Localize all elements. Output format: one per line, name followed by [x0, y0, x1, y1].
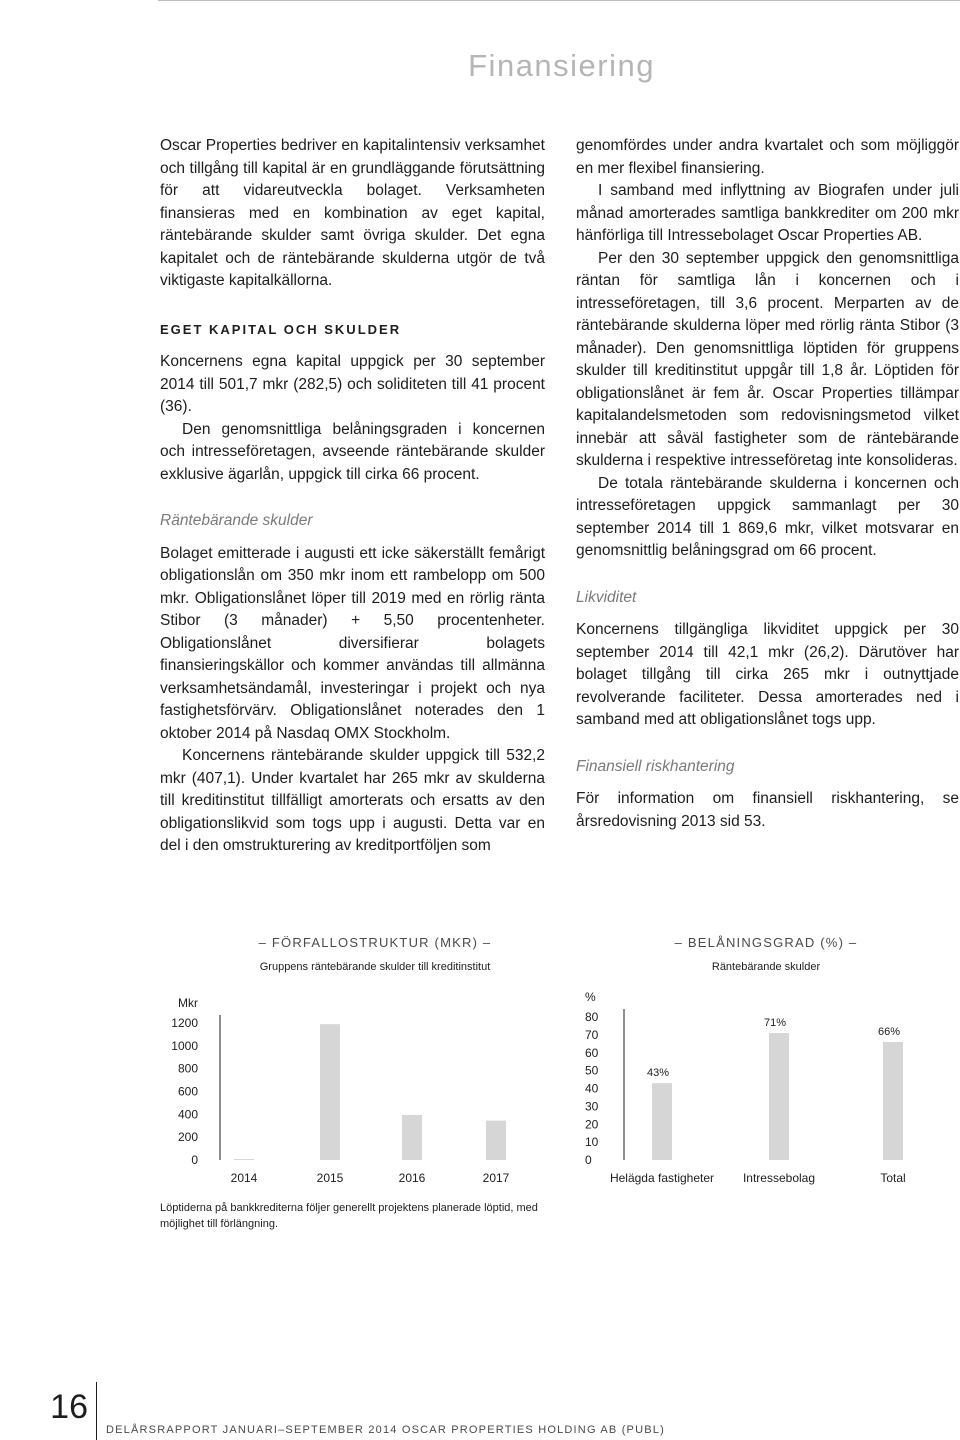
y-tick-label: 70	[585, 1027, 599, 1042]
page-title: Finansiering	[468, 48, 655, 83]
y-tick-label: 0	[191, 1153, 198, 1167]
y-tick-label: 800	[177, 1061, 198, 1076]
x-tick-label: Total	[880, 1171, 906, 1185]
y-tick-label: 50	[585, 1063, 599, 1078]
paragraph: I samband med inflyttning av Biografen under juli månad amorterades samtliga bankkrediter om 200 mkr hänförliga till Intressebolaget Oscar Properties AB.	[576, 182, 959, 244]
bar	[320, 1024, 340, 1160]
x-tick-label: 2014	[230, 1171, 258, 1185]
chart2-subtitle: Räntebärande skulder	[711, 961, 821, 973]
paragraph: Den genomsnittliga belåningsgraden i koncernen och intresseföretagen, avseende räntebärande skulder exklusive ägarlån, uppgick till cirka 66 procent.	[160, 420, 545, 483]
paragraph: genomfördes under andra kvartalet och som möjliggör en mer flexibel finansiering.	[576, 137, 959, 177]
chart1-subtitle: Gruppens räntebärande skulder till kreditinstitut	[259, 961, 491, 973]
paragraph: Koncernens tillgängliga likviditet uppgick per 30 september 2014 till 42,1 mkr (26,2). Därutöver har bolaget tillgång till cirka 265 mkr i outnyttjade revolverande faciliteter. Dessa amorterades ned i samband med att obligationslånet togs upp.	[576, 621, 959, 728]
paragraph: För information om finansiell riskhantering, se årsredovisning 2013 sid 53.	[576, 790, 959, 830]
paragraph: Per den 30 september uppgick den genomsnittliga räntan för samtliga lån i koncernen och i intresseföretagen, till 3,6 procent. Merparten av de räntebärande skulderna löper med rörlig ränta Stibor (3 månader). Den genomsnittliga löptiden för gruppens skulder till kreditinstitut uppgår till 1,8 år. Löptiden för obligationslånet är fem år. Oscar Properties tillämpar kapitalandelsmetoden som redovisningsmetod vilket innebär att såväl fastigheter som de räntebärande skulderna i respektive intresseföretag inte konsolideras.	[576, 249, 959, 469]
paragraph: De totala räntebärande skulderna i koncernen och intresseföretagen uppgick sammanlagt per 30 september 2014 till 1 869,6 mkr, vilket motsvarar en genomsnittlig belåningsgrad om 66 procent.	[576, 474, 959, 559]
text-column-left	[160, 135, 545, 858]
chart2-title: – BELÅNINGSGRAD (%) –	[674, 935, 858, 950]
y-tick-label: 10	[585, 1135, 599, 1150]
data-label: 66%	[877, 1026, 901, 1039]
x-tick-label: 2016	[398, 1171, 426, 1185]
intro-paragraph: Oscar Properties bedriver en kapitalintensiv verksamhet och tillgång till kapital är en grundläggande förutsättning för att vidareutveckla bolaget. Verksamheten finansieras med en kombination av eget kapital, räntebärande skulder samt övriga skulder. Det egna kapitalet och de räntebärande skulderna utgör de två viktigaste kapitalkällorna.	[160, 137, 545, 289]
y-tick-label: 30	[585, 1099, 599, 1114]
bar	[883, 1042, 903, 1160]
y-tick-label: 1200	[171, 1016, 198, 1030]
data-label: 71%	[763, 1017, 787, 1030]
footer-text: DELÅRSRAPPORT JANUARI–SEPTEMBER 2014 OSCAR PROPERTIES HOLDING AB (PUBL)	[106, 1424, 665, 1436]
bar	[234, 1159, 254, 1160]
page-number: 16	[50, 1388, 88, 1426]
y-tick-label: 600	[177, 1084, 198, 1099]
bar	[486, 1121, 506, 1160]
y-tick-label: 400	[177, 1107, 198, 1122]
subheading-rantebarande: Räntebärande skulder	[160, 512, 313, 529]
y-axis-label: Mkr	[178, 996, 198, 1010]
x-tick-label: Intressebolag	[742, 1171, 816, 1185]
maturity-structure-chart	[150, 990, 550, 1195]
y-tick-label: 1000	[171, 1038, 198, 1053]
y-tick-label: 200	[177, 1130, 198, 1145]
data-label: 43%	[646, 1067, 670, 1080]
chart-footnote: Löptiderna på bankkrediterna följer generellt projektens planerade löptid, med möjlighet till förlängning.	[160, 1202, 538, 1230]
y-axis-label: %	[585, 990, 596, 1004]
y-tick-label: 40	[585, 1081, 599, 1096]
bar	[402, 1115, 422, 1160]
subheading-likviditet: Likviditet	[576, 588, 637, 606]
paragraph: Koncernens räntebärande skulder uppgick till 532,2 mkr (407,1). Under kvartalet har 265 mkr av skulderna till kreditinstitut tillfälligt amorterats och ersatts av den obligationslikvid som togs upp i augusti. Detta var en del i den omstrukturering av kreditportföljen som	[160, 747, 545, 854]
paragraph: Bolaget emitterade i augusti ett icke säkerställt femårigt obligationslån om 350 mkr inom ett rambelopp om 500 mkr. Obligationslånet löper till 2019 med en rörlig ränta Stibor (3 månader) + 5,50 procentenheter. Obligationslånet diversifierar bolagets finansieringskällor och kommer användas till allmänna verksamhetsändamål, investeringar i projekt och nya fastighetsförvärv. Obligationslånet noterades den 1 oktober 2014 på Nasdaq OMX Stockholm.	[160, 544, 545, 742]
bar	[652, 1083, 672, 1160]
x-tick-label: 2015	[316, 1171, 344, 1185]
y-tick-label: 0	[585, 1153, 592, 1167]
y-tick-label: 60	[585, 1045, 599, 1060]
bar	[769, 1033, 789, 1160]
section-heading-eget-kapital: EGET KAPITAL OCH SKULDER	[160, 321, 402, 337]
subheading-finansiell-riskhantering: Finansiell riskhantering	[576, 757, 735, 775]
y-tick-label: 80	[585, 1010, 599, 1024]
y-tick-label: 20	[585, 1117, 599, 1132]
chart1-title: – FÖRFALLOSTRUKTUR (MKR) –	[258, 935, 492, 950]
x-tick-label: Helägda fastigheter	[609, 1171, 715, 1185]
text-column-right	[576, 135, 959, 833]
loan-to-value-chart	[560, 990, 960, 1195]
footer-divider	[96, 1382, 97, 1440]
x-tick-label: 2017	[482, 1171, 510, 1185]
paragraph: Koncernens egna kapital uppgick per 30 september 2014 till 501,7 mkr (282,5) och soliditeten till 41 procent (36).	[160, 353, 545, 415]
top-rule	[158, 0, 960, 1]
